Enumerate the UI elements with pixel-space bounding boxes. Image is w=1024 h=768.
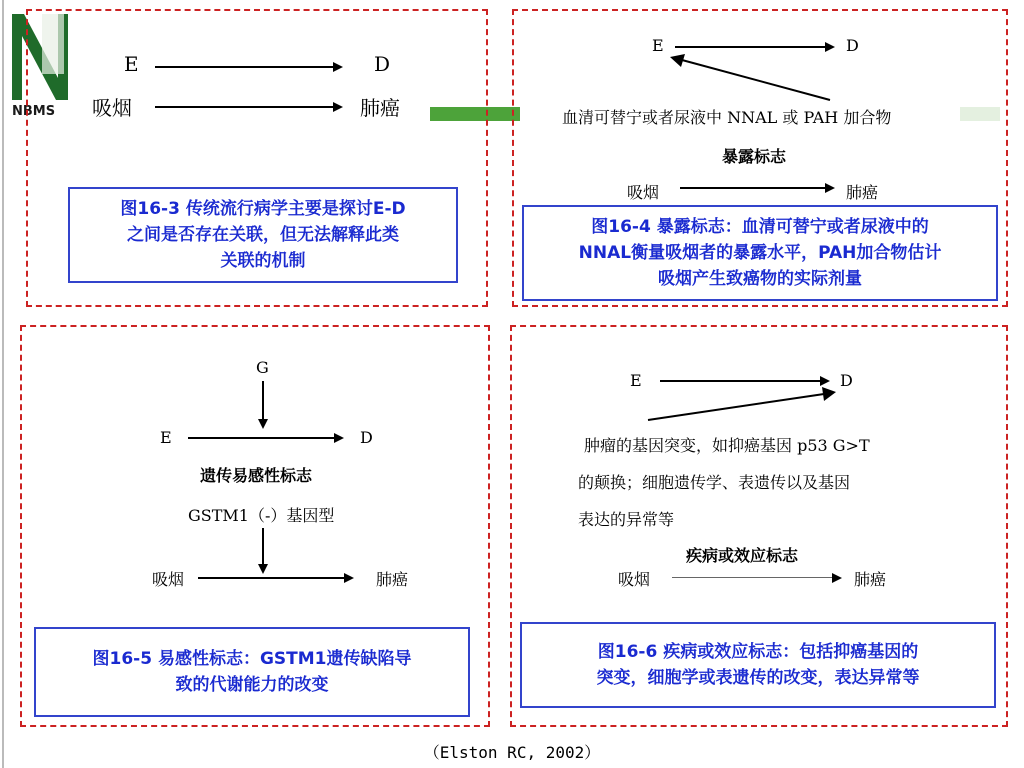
p4-exposure-label: E (630, 371, 642, 390)
p2-arrowhead-smoke-cancer (825, 183, 835, 193)
p3-arrow-genotype-down (262, 528, 264, 564)
p3-caption: 图16-5 易感性标志：GSTM1遗传缺陷导 致的代谢能力的改变 (34, 627, 470, 717)
p3-arrow-e-d (188, 437, 334, 439)
p1-disease-label: D (374, 52, 391, 76)
p4-caption: 图16-6 疾病或效应标志：包括抑癌基因的 突变，细胞学或表遗传的改变，表达异常等 (520, 622, 996, 708)
p2-marker-text: 血清可替宁或者尿液中 NNAL 或 PAH 加合物 (562, 108, 892, 127)
p4-arrow-smoke-cancer (672, 577, 832, 578)
p2-disease-label: D (846, 36, 859, 55)
p3-arrowhead-smoke-cancer (344, 573, 354, 583)
p4-marker-title: 疾病或效应标志 (686, 546, 799, 565)
p3-arrowhead-g-down (258, 419, 268, 429)
p4-disease-label: D (840, 371, 853, 390)
p4-cancer-label: 肺癌 (854, 570, 887, 589)
p2-exposure-label: E (652, 36, 664, 55)
p1-cancer-label: 肺癌 (360, 96, 400, 120)
p4-description-line2: 的颠换；细胞遗传学、表遗传以及基因 (578, 473, 851, 492)
p4-description-line3: 表达的异常等 (578, 510, 675, 529)
p3-arrow-smoke-cancer (198, 577, 344, 579)
p1-arrowhead-e-d (333, 62, 343, 72)
p2-cancer-label: 肺癌 (846, 183, 879, 202)
p1-arrowhead-smoke-cancer (333, 102, 343, 112)
p3-exposure-label: E (160, 428, 172, 447)
left-edge-rule (2, 0, 4, 768)
p3-cancer-label: 肺癌 (376, 570, 409, 589)
p2-marker-arrow (660, 50, 840, 110)
p3-smoking-label: 吸烟 (152, 570, 185, 589)
p1-caption: 图16-3 传统流行病学主要是探讨E-D 之间是否存在关联，但无法解释此类 关联的机制 (68, 187, 458, 283)
p1-exposure-label: E (124, 52, 139, 76)
p2-caption: 图16-4 暴露标志：血清可替宁或者尿液中的 NNAL衡量吸烟者的暴露水平，PAH加合物估计 吸烟产生致癌物的实际剂量 (522, 205, 998, 301)
citation-footer: （Elston RC, 2002） (423, 743, 601, 762)
p2-arrow-smoke-cancer (680, 187, 825, 189)
p4-arrowhead-smoke-cancer (832, 573, 842, 583)
p3-genotype-label: GSTM1（-）基因型 (188, 506, 335, 525)
p3-gene-label: G (256, 358, 269, 377)
p1-smoking-label: 吸烟 (92, 96, 132, 120)
p2-smoking-label: 吸烟 (627, 183, 660, 202)
p3-arrowhead-genotype-down (258, 564, 268, 574)
p4-marker-arrow (646, 384, 846, 428)
p4-description-line1: 肿瘤的基因突变，如抑癌基因 p53 G>T (584, 436, 870, 455)
p3-disease-label: D (360, 428, 373, 447)
p3-arrowhead-e-d (334, 433, 344, 443)
p2-arrow-e-d (675, 46, 825, 48)
logo-text: NBMS (12, 104, 56, 119)
p2-marker-title: 暴露标志 (722, 147, 787, 166)
p4-arrow-e-d (660, 380, 820, 382)
p1-arrow-smoke-cancer (155, 106, 333, 108)
p1-arrow-e-d (155, 66, 333, 68)
p4-smoking-label: 吸烟 (618, 570, 651, 589)
p3-arrow-g-down (262, 381, 264, 419)
p3-marker-title: 遗传易感性标志 (200, 466, 313, 485)
